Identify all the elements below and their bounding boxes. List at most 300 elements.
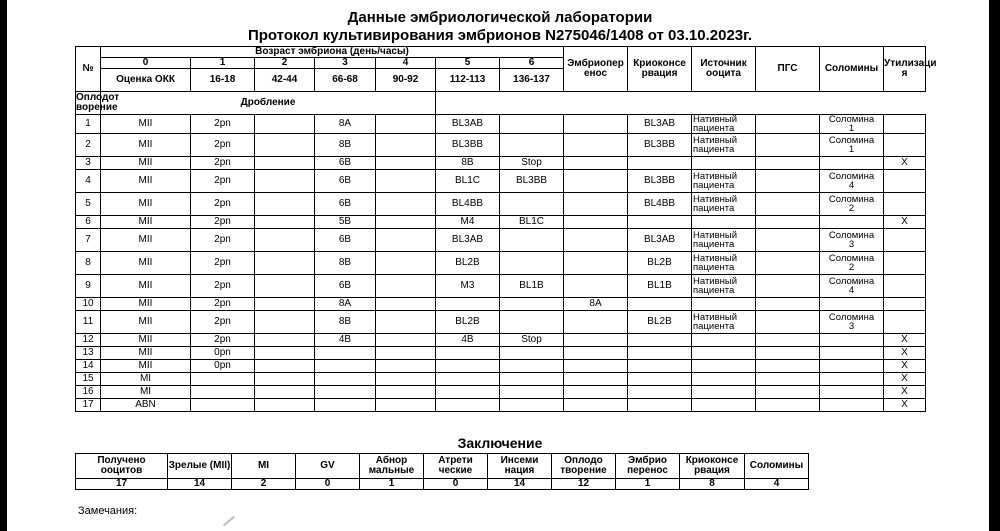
- straw-cell: [820, 115, 884, 134]
- summary-label: Оплодо творение: [552, 454, 616, 479]
- col-embryo-transfer: Эмбриопер енос: [564, 47, 628, 92]
- cleavage-header: Дробление: [101, 92, 436, 115]
- straw-line-1: Соломина: [828, 135, 875, 146]
- day4-cell: [376, 115, 436, 134]
- okk-cell: MII: [101, 193, 191, 216]
- table-row: [76, 399, 926, 412]
- day3-cell: [315, 347, 376, 360]
- source-cell: [692, 193, 756, 216]
- summary-value: 14: [488, 479, 552, 490]
- embryo-transfer-cell: [564, 373, 628, 386]
- straw-cell: [820, 275, 884, 298]
- straw-line-1: Соломина: [828, 171, 875, 182]
- pgs-cell: [756, 170, 820, 193]
- disposal-cell: X: [884, 347, 926, 360]
- fertilization-cell: [191, 386, 255, 399]
- hours-header: 112-113: [436, 69, 500, 92]
- summary-label: Соломины: [745, 454, 809, 479]
- day3-cell: 6B: [315, 157, 376, 170]
- source-cell: [692, 347, 756, 360]
- summary-label: Атрети ческие: [424, 454, 488, 479]
- straw-cell: [820, 252, 884, 275]
- straw-cell: [820, 399, 884, 412]
- row-number: 6: [76, 216, 101, 229]
- day5-cell: M3: [436, 275, 500, 298]
- day3-cell: 6B: [315, 193, 376, 216]
- okk-cell: MII: [101, 115, 191, 134]
- pgs-cell: [756, 252, 820, 275]
- col-number-header: №: [76, 47, 101, 92]
- fertilization-cell: 2pn: [191, 170, 255, 193]
- source-cell: [692, 373, 756, 386]
- day6-cell: [500, 298, 564, 311]
- summary-value: 2: [232, 479, 296, 490]
- page-title: Данные эмбриологической лаборатории: [347, 9, 653, 26]
- row-number: 9: [76, 275, 101, 298]
- straw-line-1: Соломина: [828, 276, 875, 287]
- source-cell: [692, 275, 756, 298]
- embryo-transfer-cell: [564, 193, 628, 216]
- straw-cell: [820, 134, 884, 157]
- disposal-cell: X: [884, 399, 926, 412]
- straw-line-2: 4: [848, 285, 855, 296]
- embryo-transfer-cell: [564, 252, 628, 275]
- embryo-transfer-cell: [564, 347, 628, 360]
- row-number: 3: [76, 157, 101, 170]
- row-number: 11: [76, 311, 101, 334]
- day2-cell: [255, 334, 315, 347]
- disposal-cell: [884, 311, 926, 334]
- cryo-cell: BL2B: [628, 311, 692, 334]
- straw-line-1: Соломина: [828, 230, 875, 241]
- okk-cell: MII: [101, 170, 191, 193]
- summary-value: 0: [424, 479, 488, 490]
- day2-cell: [255, 360, 315, 373]
- okk-cell: MII: [101, 134, 191, 157]
- straw-line-2: 1: [848, 144, 855, 155]
- day5-cell: BL2B: [436, 311, 500, 334]
- fertilization-cell: 2pn: [191, 298, 255, 311]
- table-row: [76, 311, 926, 334]
- okk-cell: MII: [101, 275, 191, 298]
- table-row: [76, 216, 926, 229]
- col-source: Источник ооцита: [692, 47, 756, 92]
- fertilization-cell: 2pn: [191, 334, 255, 347]
- day4-cell: [376, 347, 436, 360]
- cryo-cell: BL4BB: [628, 193, 692, 216]
- day6-cell: Stop: [500, 334, 564, 347]
- cryo-cell: BL1B: [628, 275, 692, 298]
- table-row: [76, 386, 926, 399]
- fertilization-cell: 2pn: [191, 193, 255, 216]
- okk-cell: MII: [101, 229, 191, 252]
- cryo-cell: BL3AB: [628, 229, 692, 252]
- source-line-2: пациента: [693, 262, 735, 273]
- fertilization-cell: 2pn: [191, 134, 255, 157]
- straw-cell: [820, 216, 884, 229]
- embryo-transfer-cell: [564, 170, 628, 193]
- straw-line-2: 2: [848, 262, 855, 273]
- day5-cell: 4B: [436, 334, 500, 347]
- embryo-transfer-cell: [564, 399, 628, 412]
- fertilization-cell: 0pn: [191, 360, 255, 373]
- table-row: [76, 193, 926, 216]
- day3-cell: 8B: [315, 252, 376, 275]
- day6-cell: BL1C: [500, 216, 564, 229]
- day4-cell: [376, 134, 436, 157]
- okk-cell: ABN: [101, 399, 191, 412]
- straw-line-1: Соломина: [828, 253, 875, 264]
- day6-cell: [500, 386, 564, 399]
- day3-cell: 8B: [315, 311, 376, 334]
- disposal-cell: [884, 134, 926, 157]
- embryo-transfer-cell: [564, 360, 628, 373]
- day6-cell: [500, 311, 564, 334]
- day-header: 4: [376, 58, 436, 69]
- source-cell: [692, 157, 756, 170]
- straw-cell: [820, 347, 884, 360]
- fertilization-cell: 2pn: [191, 229, 255, 252]
- day4-cell: [376, 170, 436, 193]
- day6-cell: [500, 347, 564, 360]
- summary-value: 1: [360, 479, 424, 490]
- day4-cell: [376, 360, 436, 373]
- okk-cell: MII: [101, 334, 191, 347]
- day-header: 2: [255, 58, 315, 69]
- source-line-2: пациента: [693, 144, 735, 155]
- summary-label: MI: [232, 454, 296, 479]
- pgs-cell: [756, 229, 820, 252]
- cryo-cell: [628, 373, 692, 386]
- day6-cell: [500, 193, 564, 216]
- cryo-cell: [628, 157, 692, 170]
- disposal-cell: X: [884, 334, 926, 347]
- pgs-cell: [756, 216, 820, 229]
- table-row: [76, 298, 926, 311]
- disposal-cell: [884, 170, 926, 193]
- source-cell: [692, 311, 756, 334]
- summary-label: Абнор мальные: [360, 454, 424, 479]
- source-line-1: Нативный: [693, 230, 738, 241]
- straw-line-2: 2: [848, 203, 855, 214]
- day-header: 3: [315, 58, 376, 69]
- pgs-cell: [756, 298, 820, 311]
- fertilization-cell: 2pn: [191, 275, 255, 298]
- row-number: 8: [76, 252, 101, 275]
- day6-cell: [500, 373, 564, 386]
- day5-cell: [436, 360, 500, 373]
- embryo-transfer-cell: [564, 334, 628, 347]
- day4-cell: [376, 216, 436, 229]
- disposal-cell: X: [884, 360, 926, 373]
- disposal-cell: X: [884, 216, 926, 229]
- day2-cell: [255, 373, 315, 386]
- pgs-cell: [756, 115, 820, 134]
- source-cell: [692, 115, 756, 134]
- day2-cell: [255, 216, 315, 229]
- fertilization-cell: 2pn: [191, 311, 255, 334]
- cryo-cell: BL3BB: [628, 134, 692, 157]
- hours-header: 66-68: [315, 69, 376, 92]
- pgs-cell: [756, 386, 820, 399]
- summary-value: 12: [552, 479, 616, 490]
- source-cell: [692, 386, 756, 399]
- okk-cell: MII: [101, 252, 191, 275]
- day3-cell: 8A: [315, 298, 376, 311]
- embryo-transfer-cell: [564, 134, 628, 157]
- remarks-label: Замечания:: [78, 505, 138, 517]
- source-cell: [692, 298, 756, 311]
- day6-cell: BL3BB: [500, 170, 564, 193]
- day6-cell: [500, 399, 564, 412]
- disposal-cell: [884, 252, 926, 275]
- summary-label: GV: [296, 454, 360, 479]
- day-header: 1: [191, 58, 255, 69]
- source-line-1: Нативный: [693, 171, 738, 182]
- source-line-1: Нативный: [693, 135, 738, 146]
- day2-cell: [255, 252, 315, 275]
- pgs-cell: [756, 193, 820, 216]
- table-row: [76, 115, 926, 134]
- day5-cell: BL3AB: [436, 229, 500, 252]
- source-line-1: Нативный: [693, 312, 738, 323]
- table-row: [76, 157, 926, 170]
- fertilization-cell: [191, 399, 255, 412]
- day5-cell: [436, 373, 500, 386]
- day4-cell: [376, 399, 436, 412]
- table-row: [76, 252, 926, 275]
- row-number: 17: [76, 399, 101, 412]
- day4-cell: [376, 193, 436, 216]
- hours-header: 136-137: [500, 69, 564, 92]
- source-line-2: пациента: [693, 239, 735, 250]
- source-line-1: Нативный: [693, 253, 738, 264]
- day5-cell: [436, 298, 500, 311]
- day2-cell: [255, 311, 315, 334]
- day5-cell: 8B: [436, 157, 500, 170]
- straw-line-2: 1: [848, 123, 855, 134]
- straw-cell: [820, 298, 884, 311]
- day4-cell: [376, 334, 436, 347]
- left-edge-bar: [0, 0, 7, 531]
- straw-cell: [820, 334, 884, 347]
- summary-value: 1: [616, 479, 680, 490]
- day2-cell: [255, 170, 315, 193]
- pgs-cell: [756, 334, 820, 347]
- embryo-transfer-cell: 8A: [564, 298, 628, 311]
- day-header: 5: [436, 58, 500, 69]
- day3-cell: 6B: [315, 275, 376, 298]
- day5-cell: [436, 386, 500, 399]
- fertilization-cell: [191, 373, 255, 386]
- okk-cell: MII: [101, 311, 191, 334]
- straw-line-1: Соломина: [828, 114, 875, 125]
- table-row: [76, 170, 926, 193]
- cryo-cell: [628, 298, 692, 311]
- row-number: 15: [76, 373, 101, 386]
- cryo-cell: [628, 347, 692, 360]
- age-header: Возраст эмбриона (день/часы): [101, 47, 564, 58]
- source-cell: [692, 216, 756, 229]
- straw-line-1: Соломина: [828, 194, 875, 205]
- source-cell: [692, 170, 756, 193]
- disposal-cell: X: [884, 386, 926, 399]
- fertilization-header: Оплодот ворение: [76, 92, 120, 113]
- col-pgs: ПГС: [756, 47, 820, 92]
- day6-cell: [500, 134, 564, 157]
- embryo-transfer-cell: [564, 311, 628, 334]
- cryo-cell: [628, 386, 692, 399]
- summary-value: 4: [745, 479, 809, 490]
- table-row: [76, 347, 926, 360]
- source-cell: [692, 229, 756, 252]
- row-number: 1: [76, 115, 101, 134]
- straw-cell: [820, 193, 884, 216]
- source-cell: [692, 360, 756, 373]
- pgs-cell: [756, 311, 820, 334]
- cryo-cell: [628, 216, 692, 229]
- source-line-2: пациента: [693, 321, 735, 332]
- straw-cell: [820, 311, 884, 334]
- day3-cell: 8A: [315, 115, 376, 134]
- col-disposal: Утилизаци я: [884, 47, 926, 92]
- day6-cell: Stop: [500, 157, 564, 170]
- embryo-transfer-cell: [564, 229, 628, 252]
- protocol-subtitle: Протокол культивирования эмбрионов N275046/1408 от 03.10.2023г.: [247, 27, 753, 44]
- pgs-cell: [756, 157, 820, 170]
- day3-cell: 4B: [315, 334, 376, 347]
- source-line-1: Нативный: [693, 114, 738, 125]
- source-line-1: Нативный: [693, 276, 738, 287]
- day6-cell: [500, 115, 564, 134]
- hours-header: 90-92: [376, 69, 436, 92]
- fertilization-cell: 2pn: [191, 115, 255, 134]
- day6-cell: [500, 229, 564, 252]
- day3-cell: 6B: [315, 229, 376, 252]
- conclusion-title: Заключение: [457, 435, 543, 451]
- table-row: [76, 360, 926, 373]
- disposal-cell: X: [884, 157, 926, 170]
- cryo-cell: BL3BB: [628, 170, 692, 193]
- disposal-cell: X: [884, 373, 926, 386]
- conclusion-table: [75, 453, 809, 490]
- summary-value: 14: [168, 479, 232, 490]
- row-number: 12: [76, 334, 101, 347]
- row-number: 7: [76, 229, 101, 252]
- summary-value: 17: [76, 479, 168, 490]
- day-header: 6: [500, 58, 564, 69]
- cryo-cell: [628, 360, 692, 373]
- table-row: [76, 275, 926, 298]
- summary-label: Инсеми нация: [488, 454, 552, 479]
- day5-cell: BL2B: [436, 252, 500, 275]
- fertilization-cell: 2pn: [191, 216, 255, 229]
- day-header: 0: [101, 58, 191, 69]
- day4-cell: [376, 373, 436, 386]
- straw-cell: [820, 373, 884, 386]
- embryo-transfer-cell: [564, 157, 628, 170]
- summary-label: Получено ооцитов: [76, 454, 168, 479]
- right-edge-bar: [989, 0, 1000, 531]
- embryo-transfer-cell: [564, 275, 628, 298]
- day2-cell: [255, 115, 315, 134]
- source-line-2: пациента: [693, 180, 735, 191]
- fertilization-cell: 2pn: [191, 252, 255, 275]
- day5-cell: BL4BB: [436, 193, 500, 216]
- source-line-2: пациента: [693, 123, 735, 134]
- fertilization-cell: 2pn: [191, 157, 255, 170]
- hours-header: 42-44: [255, 69, 315, 92]
- okk-cell: MI: [101, 373, 191, 386]
- day4-cell: [376, 298, 436, 311]
- embryo-transfer-cell: [564, 216, 628, 229]
- day5-cell: M4: [436, 216, 500, 229]
- disposal-cell: [884, 115, 926, 134]
- disposal-cell: [884, 275, 926, 298]
- day2-cell: [255, 134, 315, 157]
- straw-line-2: 3: [848, 239, 855, 250]
- day5-cell: BL1C: [436, 170, 500, 193]
- day6-cell: BL1B: [500, 275, 564, 298]
- straw-line-2: 3: [848, 321, 855, 332]
- embryo-transfer-cell: [564, 386, 628, 399]
- pgs-cell: [756, 373, 820, 386]
- okk-cell: MII: [101, 347, 191, 360]
- okk-cell: MI: [101, 386, 191, 399]
- straw-cell: [820, 360, 884, 373]
- col-cryo: Криоконсе рвация: [628, 47, 692, 92]
- straw-cell: [820, 157, 884, 170]
- pgs-cell: [756, 347, 820, 360]
- source-line-2: пациента: [693, 203, 735, 214]
- day2-cell: [255, 347, 315, 360]
- cryo-cell: [628, 399, 692, 412]
- disposal-cell: [884, 298, 926, 311]
- day3-cell: [315, 386, 376, 399]
- fertilization-cell: 0pn: [191, 347, 255, 360]
- summary-value: 0: [296, 479, 360, 490]
- day4-cell: [376, 275, 436, 298]
- day5-cell: BL3AB: [436, 115, 500, 134]
- pgs-cell: [756, 360, 820, 373]
- day5-cell: [436, 399, 500, 412]
- straw-line-1: Соломина: [828, 312, 875, 323]
- source-line-2: пациента: [693, 285, 735, 296]
- summary-label: Эмбрио перенос: [616, 454, 680, 479]
- day4-cell: [376, 311, 436, 334]
- cryo-cell: BL3AB: [628, 115, 692, 134]
- okk-cell: MII: [101, 298, 191, 311]
- pgs-cell: [756, 134, 820, 157]
- day6-cell: [500, 252, 564, 275]
- okk-cell: MII: [101, 216, 191, 229]
- day2-cell: [255, 193, 315, 216]
- disposal-cell: [884, 229, 926, 252]
- okk-cell: MII: [101, 360, 191, 373]
- day3-cell: 8B: [315, 134, 376, 157]
- summary-value: 8: [680, 479, 745, 490]
- source-cell: [692, 134, 756, 157]
- day5-cell: [436, 347, 500, 360]
- straw-cell: [820, 170, 884, 193]
- row-number: 4: [76, 170, 101, 193]
- day2-cell: [255, 386, 315, 399]
- table-row: [76, 134, 926, 157]
- okk-header: Оценка ОКК: [101, 69, 191, 92]
- day3-cell: [315, 373, 376, 386]
- summary-label: Зрелые (MII): [168, 454, 232, 479]
- pen-mark: [223, 516, 235, 527]
